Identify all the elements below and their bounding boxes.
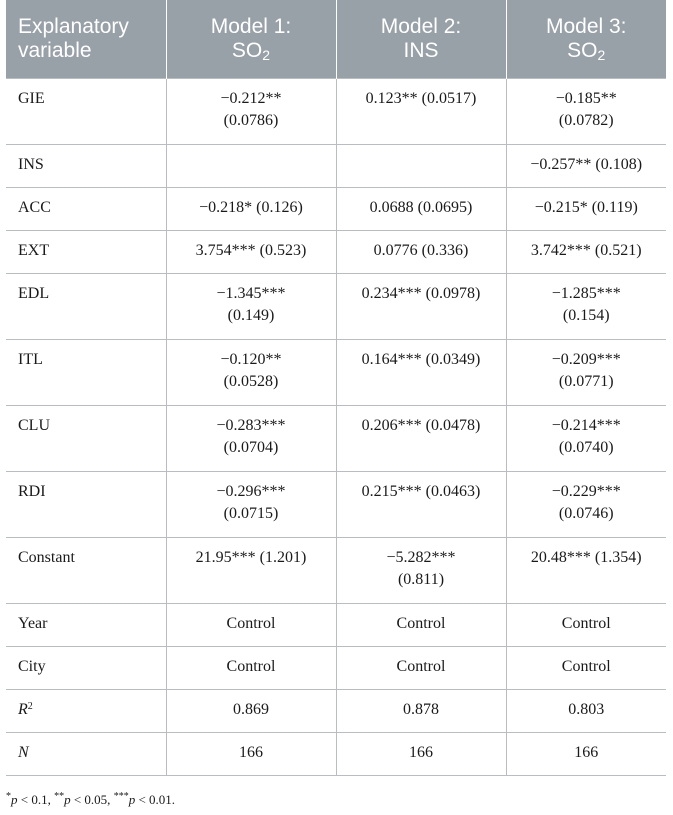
footnote-p-symbol: p xyxy=(64,792,71,807)
header-model-1-dv: SO xyxy=(231,38,263,62)
regression-table xyxy=(6,0,666,776)
cell-line: (0.0746) xyxy=(558,504,614,522)
cell-line: 0.215*** (0.0463) xyxy=(361,482,481,500)
cell-model-3 xyxy=(506,537,666,603)
footnote-marker: *** xyxy=(113,791,129,802)
header-model-1-line2 xyxy=(175,39,328,63)
footnote-p-symbol: p xyxy=(11,792,18,807)
cell-line: −0.283*** xyxy=(216,416,286,434)
row-variable-label: RDI xyxy=(6,471,166,537)
cell-model-3 xyxy=(506,78,666,144)
cell-line: (0.154) xyxy=(562,306,610,324)
cell-model-2 xyxy=(336,78,506,144)
header-model-3-dv: SO xyxy=(567,38,598,62)
cell-model-2 xyxy=(336,405,506,471)
footnote-threshold: < 0.1, xyxy=(17,792,55,807)
row-variable-label: Constant xyxy=(6,537,166,603)
r-squared-symbol: R xyxy=(18,700,28,718)
table-row xyxy=(6,78,666,144)
cell-line: −0.185** xyxy=(555,89,617,107)
cell-line: −0.120** xyxy=(220,350,282,368)
cell-line: (0.0715) xyxy=(223,504,279,522)
cell-line: 3.754*** (0.523) xyxy=(195,241,307,259)
row-variable-label xyxy=(6,689,166,732)
row-variable-label: EXT xyxy=(6,230,166,273)
cell-line: −1.285*** xyxy=(551,284,621,302)
table-row xyxy=(6,273,666,339)
table-row xyxy=(6,144,666,187)
cell-line: 0.0688 (0.0695) xyxy=(369,198,473,216)
table-row xyxy=(6,646,666,689)
cell-line: −0.209*** xyxy=(551,350,621,368)
header-model-2-line2 xyxy=(345,39,498,63)
cell-line: (0.0740) xyxy=(558,438,614,456)
row-variable-label: EDL xyxy=(6,273,166,339)
header-model-2-line1: Model 2: xyxy=(380,14,462,38)
cell-model-2 xyxy=(336,339,506,405)
cell-model-3: 166 xyxy=(506,732,666,775)
cell-model-1 xyxy=(166,405,336,471)
footnote-p-symbol: p xyxy=(128,792,136,807)
cell-model-3: 0.803 xyxy=(506,689,666,732)
cell-model-1: Control xyxy=(166,603,336,646)
header-col0-line1: Explanatory xyxy=(18,14,129,38)
row-variable-label: INS xyxy=(6,144,166,187)
cell-model-3 xyxy=(506,339,666,405)
cell-model-1 xyxy=(166,230,336,273)
table-row xyxy=(6,537,666,603)
cell-line: −0.218* (0.126) xyxy=(199,198,303,216)
table-row xyxy=(6,603,666,646)
header-model-2 xyxy=(336,0,506,78)
cell-line: (0.149) xyxy=(227,306,275,324)
cell-model-2 xyxy=(336,230,506,273)
table-row xyxy=(6,405,666,471)
row-variable-label: ACC xyxy=(6,187,166,230)
header-model-1-line1: Model 1: xyxy=(210,14,292,38)
cell-model-1: 0.869 xyxy=(166,689,336,732)
footnote-threshold: < 0.01. xyxy=(135,792,176,807)
cell-line: −0.229*** xyxy=(551,482,621,500)
cell-model-3 xyxy=(506,187,666,230)
cell-model-1 xyxy=(166,537,336,603)
significance-footnote xyxy=(6,792,175,808)
cell-model-1 xyxy=(166,471,336,537)
cell-line: 0.234*** (0.0978) xyxy=(361,284,481,302)
header-model-1 xyxy=(166,0,336,78)
cell-line: 21.95*** (1.201) xyxy=(195,548,307,566)
cell-model-2: 0.878 xyxy=(336,689,506,732)
cell-model-1: Control xyxy=(166,646,336,689)
cell-model-2: 166 xyxy=(336,732,506,775)
cell-model-2 xyxy=(336,187,506,230)
cell-line: −0.257** (0.108) xyxy=(530,155,643,173)
cell-model-2 xyxy=(336,273,506,339)
cell-model-3: Control xyxy=(506,603,666,646)
header-model-3-dv-subscript: 2 xyxy=(597,46,606,63)
cell-line: 0.164*** (0.0349) xyxy=(361,350,481,368)
cell-line: (0.0528) xyxy=(223,372,279,390)
cell-line: (0.0782) xyxy=(558,111,614,129)
cell-line: −5.282*** xyxy=(386,548,456,566)
cell-line: (0.0786) xyxy=(223,111,279,129)
table-header xyxy=(6,0,666,78)
cell-model-2 xyxy=(336,144,506,187)
cell-model-3: Control xyxy=(506,646,666,689)
header-col0-line2: variable xyxy=(18,38,92,62)
header-model-2-dv: INS xyxy=(403,38,439,62)
cell-model-1 xyxy=(166,187,336,230)
header-model-1-dv-subscript: 2 xyxy=(262,46,271,63)
r-squared-exponent: 2 xyxy=(27,700,33,712)
cell-line: −1.345*** xyxy=(216,284,286,302)
cell-model-1 xyxy=(166,144,336,187)
cell-line: (0.811) xyxy=(397,570,445,588)
cell-model-1 xyxy=(166,339,336,405)
footnote-threshold: < 0.05, xyxy=(70,792,114,807)
cell-model-3 xyxy=(506,144,666,187)
header-explanatory-variable xyxy=(6,0,166,78)
header-model-3-line2 xyxy=(515,39,659,63)
cell-line: −0.212** xyxy=(220,89,282,107)
cell-model-1: 166 xyxy=(166,732,336,775)
cell-model-3 xyxy=(506,273,666,339)
cell-model-3 xyxy=(506,471,666,537)
cell-line: −0.296*** xyxy=(216,482,286,500)
row-variable-label: CLU xyxy=(6,405,166,471)
cell-model-2 xyxy=(336,537,506,603)
footnote-marker: ** xyxy=(54,791,65,802)
row-variable-label: Year xyxy=(6,603,166,646)
table-row xyxy=(6,339,666,405)
footnote-marker: * xyxy=(6,791,11,802)
cell-model-3 xyxy=(506,230,666,273)
cell-model-2: Control xyxy=(336,646,506,689)
cell-model-1 xyxy=(166,273,336,339)
header-model-3-line1: Model 3: xyxy=(545,14,627,38)
cell-line: (0.0704) xyxy=(223,438,279,456)
row-variable-label: GIE xyxy=(6,78,166,144)
row-variable-label: N xyxy=(6,732,166,775)
cell-line: 0.206*** (0.0478) xyxy=(361,416,481,434)
cell-line: 20.48*** (1.354) xyxy=(530,548,642,566)
cell-model-2 xyxy=(336,471,506,537)
header-row xyxy=(6,0,666,78)
cell-line: 0.123** (0.0517) xyxy=(365,89,477,107)
table-body xyxy=(6,78,666,775)
row-variable-label: City xyxy=(6,646,166,689)
cell-model-2: Control xyxy=(336,603,506,646)
cell-line: 3.742*** (0.521) xyxy=(530,241,642,259)
table-row xyxy=(6,471,666,537)
cell-line: 0.0776 (0.336) xyxy=(373,241,469,259)
row-variable-label: ITL xyxy=(6,339,166,405)
cell-model-1 xyxy=(166,78,336,144)
table-row xyxy=(6,732,666,775)
header-model-3 xyxy=(506,0,666,78)
cell-line: (0.0771) xyxy=(558,372,614,390)
cell-line: −0.215* (0.119) xyxy=(534,198,638,216)
cell-line: −0.214*** xyxy=(551,416,621,434)
table-row xyxy=(6,230,666,273)
cell-model-3 xyxy=(506,405,666,471)
table-row xyxy=(6,689,666,732)
table-row xyxy=(6,187,666,230)
regression-table-container xyxy=(6,0,666,776)
